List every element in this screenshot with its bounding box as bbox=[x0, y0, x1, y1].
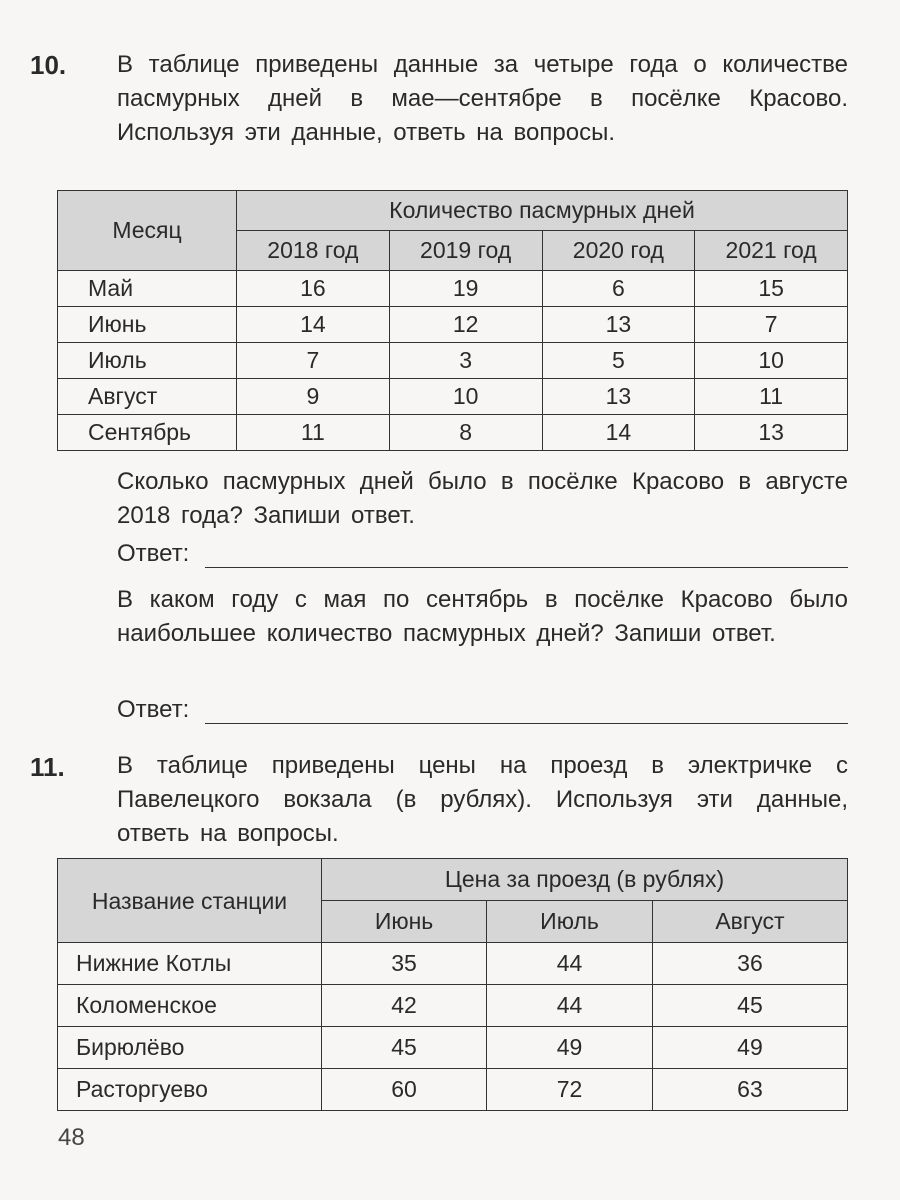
column-header: Июнь bbox=[322, 901, 487, 943]
question-1: Сколько пасмурных дней было в посёлке Красово в августе 2018 года? Запиши ответ. bbox=[117, 468, 848, 529]
table-row bbox=[58, 1069, 848, 1111]
cell: 13 bbox=[542, 379, 695, 415]
cell: 45 bbox=[652, 985, 847, 1027]
cell: 3 bbox=[389, 343, 542, 379]
cell: 8 bbox=[389, 415, 542, 451]
train-fare-table bbox=[57, 858, 848, 1111]
column-header: 2019 год bbox=[389, 231, 542, 271]
row-label: Бирюлёво bbox=[58, 1027, 322, 1069]
row-label: Расторгуево bbox=[58, 1069, 322, 1111]
table-row bbox=[58, 985, 848, 1027]
cell: 19 bbox=[389, 271, 542, 307]
page-number: 48 bbox=[58, 1124, 85, 1151]
cell: 9 bbox=[237, 379, 390, 415]
row-label: Июль bbox=[58, 343, 237, 379]
column-header: Август bbox=[652, 901, 847, 943]
cell: 63 bbox=[652, 1069, 847, 1111]
row-label: Май bbox=[58, 271, 237, 307]
cell: 45 bbox=[322, 1027, 487, 1069]
answer-row-2 bbox=[117, 696, 848, 724]
cell: 11 bbox=[695, 379, 848, 415]
cell: 13 bbox=[542, 307, 695, 343]
station-header: Название станции bbox=[58, 859, 322, 943]
cell: 14 bbox=[542, 415, 695, 451]
answer-line-2[interactable] bbox=[205, 703, 848, 724]
row-label: Коломенское bbox=[58, 985, 322, 1027]
cloudy-days-table bbox=[57, 190, 848, 451]
cell: 11 bbox=[237, 415, 390, 451]
cell: 13 bbox=[695, 415, 848, 451]
table-row bbox=[58, 415, 848, 451]
cell: 42 bbox=[322, 985, 487, 1027]
answer-row-1 bbox=[117, 540, 848, 568]
answer-label: Ответ: bbox=[117, 540, 190, 567]
column-header: Июль bbox=[487, 901, 653, 943]
column-header: 2020 год bbox=[542, 231, 695, 271]
table-row bbox=[58, 379, 848, 415]
cell: 5 bbox=[542, 343, 695, 379]
question-2: В каком году с мая по сентябрь в посёлке Красово было наибольшее количество пасмурных дней? Запиши ответ. bbox=[117, 586, 848, 647]
group-header: Количество пасмурных дней bbox=[237, 191, 848, 231]
cell: 49 bbox=[487, 1027, 653, 1069]
cell: 15 bbox=[695, 271, 848, 307]
cell: 14 bbox=[237, 307, 390, 343]
row-label: Сентябрь bbox=[58, 415, 237, 451]
group-header: Цена за проезд (в рублях) bbox=[322, 859, 848, 901]
table-row bbox=[58, 307, 848, 343]
cell: 12 bbox=[389, 307, 542, 343]
task-10-text: В таблице приведены данные за четыре года о количестве пасмурных дней в мае—сентябре в посёлке Красово. Используя эти данные, ответь на вопросы. bbox=[117, 51, 848, 146]
cell: 35 bbox=[322, 943, 487, 985]
cell: 10 bbox=[695, 343, 848, 379]
answer-line-1[interactable] bbox=[205, 547, 848, 568]
table-row bbox=[58, 271, 848, 307]
table-row bbox=[58, 943, 848, 985]
row-label: Июнь bbox=[58, 307, 237, 343]
column-header: 2021 год bbox=[695, 231, 848, 271]
task-10-number: 10. bbox=[30, 50, 67, 80]
row-label: Нижние Котлы bbox=[58, 943, 322, 985]
cell: 36 bbox=[652, 943, 847, 985]
month-header: Месяц bbox=[58, 191, 237, 271]
cell: 6 bbox=[542, 271, 695, 307]
answer-label: Ответ: bbox=[117, 696, 190, 723]
table-row bbox=[58, 1027, 848, 1069]
cell: 72 bbox=[487, 1069, 653, 1111]
cell: 7 bbox=[695, 307, 848, 343]
row-label: Август bbox=[58, 379, 237, 415]
cell: 49 bbox=[652, 1027, 847, 1069]
task-11-text: В таблице приведены цены на проезд в электричке с Павелецкого вокзала (в рублях). Используя эти данные, ответь на вопросы. bbox=[117, 752, 848, 847]
cell: 16 bbox=[237, 271, 390, 307]
column-header: 2018 год bbox=[237, 231, 390, 271]
task-11-number: 11. bbox=[30, 752, 65, 782]
cell: 44 bbox=[487, 943, 653, 985]
cell: 10 bbox=[389, 379, 542, 415]
cell: 44 bbox=[487, 985, 653, 1027]
cell: 7 bbox=[237, 343, 390, 379]
table-row bbox=[58, 343, 848, 379]
cell: 60 bbox=[322, 1069, 487, 1111]
